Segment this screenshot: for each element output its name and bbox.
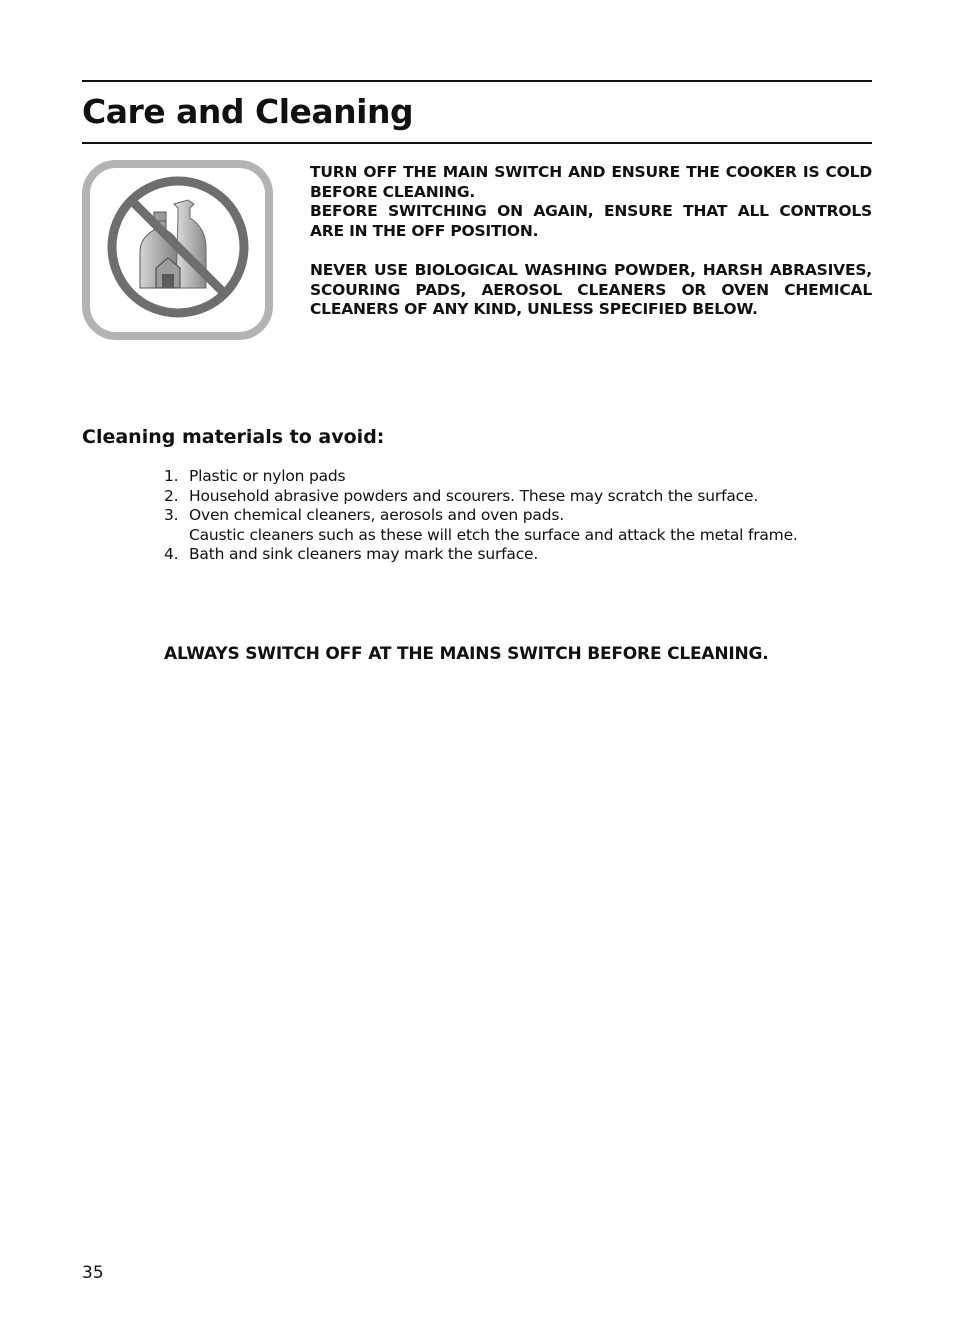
list-item xyxy=(164,487,864,507)
list-item xyxy=(164,506,864,545)
page-number: 35 xyxy=(82,1263,104,1283)
list-item-number: 1. xyxy=(164,467,179,485)
list-item-subtext: Caustic cleaners such as these will etch the surface and attack the metal frame. xyxy=(189,525,798,544)
header-rule-bottom xyxy=(82,142,872,144)
warning-never-use: NEVER USE BIOLOGICAL WASHING POWDER, HARSH ABRASIVES, SCOURING PADS, AEROSOL CLEANERS OR OVEN CHEMICAL CLEANERS OF ANY KIND, UNLESS SPECIFIED BELOW. xyxy=(310,260,872,319)
header-rule-top xyxy=(82,80,872,82)
warning-controls-off: BEFORE SWITCHING ON AGAIN, ENSURE THAT ALL CONTROLS ARE IN THE OFF POSITION. xyxy=(310,202,872,240)
list-item xyxy=(164,545,864,565)
list-item-number: 2. xyxy=(164,486,179,505)
avoid-list xyxy=(164,467,864,565)
section-heading: Cleaning materials to avoid: xyxy=(82,426,385,448)
no-cleaning-chemicals-icon xyxy=(82,160,273,340)
list-item-number: 4. xyxy=(164,545,179,564)
list-item-text: Oven chemical cleaners, aerosols and oven pads. xyxy=(189,506,564,525)
list-item-number: 3. xyxy=(164,506,179,525)
list-item-text: Plastic or nylon pads xyxy=(189,467,346,485)
page-title: Care and Cleaning xyxy=(82,92,414,131)
final-safety-note: ALWAYS SWITCH OFF AT THE MAINS SWITCH BEFORE CLEANING. xyxy=(164,644,769,664)
list-item-text: Household abrasive powders and scourers. These may scratch the surface. xyxy=(189,486,759,505)
list-item xyxy=(164,467,864,487)
safety-warning xyxy=(310,163,872,320)
list-item-text: Bath and sink cleaners may mark the surface. xyxy=(189,545,539,564)
warning-switch-off: TURN OFF THE MAIN SWITCH AND ENSURE THE COOKER IS COLD BEFORE CLEANING. xyxy=(310,163,872,201)
